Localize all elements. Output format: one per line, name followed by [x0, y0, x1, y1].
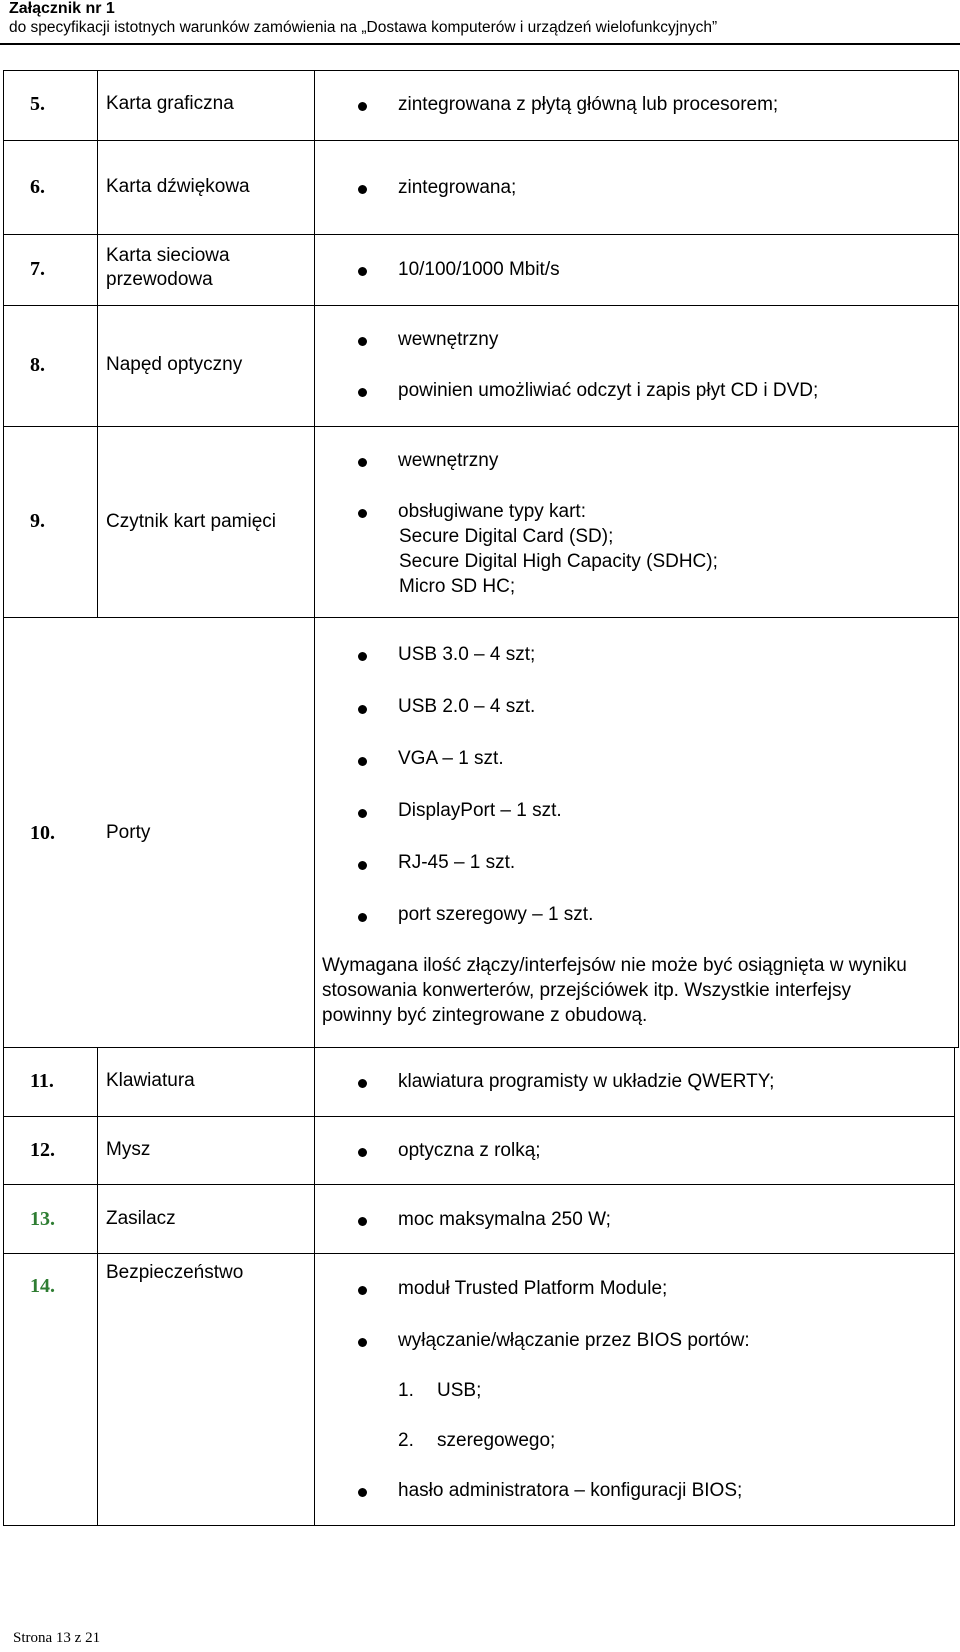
row-number: 8.: [30, 354, 45, 376]
row-number: 5.: [30, 93, 45, 115]
row-item: wyłączanie/włączanie przez BIOS portów:: [398, 1330, 750, 1351]
table-rule: [3, 1184, 955, 1185]
page-footer: Strona 13 z 21: [13, 1630, 101, 1646]
row-name: Porty: [106, 822, 151, 843]
bullet-icon: [358, 1488, 367, 1497]
row-name: Karta sieciowa przewodowa: [106, 245, 230, 290]
table-rule: [97, 1047, 98, 1526]
table-rule: [97, 70, 98, 617]
row-name: Klawiatura: [106, 1070, 195, 1091]
table-rule: [958, 70, 959, 1047]
bullet-icon: [358, 1338, 367, 1347]
bullet-icon: [358, 705, 367, 714]
row-item: powinien umożliwiać odczyt i zapis płyt CD i DVD;: [398, 380, 819, 401]
table-rule: [314, 70, 315, 1526]
row-number: 7.: [30, 258, 45, 280]
card-type: Micro SD HC;: [399, 576, 516, 597]
bullet-icon: [358, 1079, 367, 1088]
card-type: Secure Digital Card (SD);: [399, 526, 614, 547]
bullet-icon: [358, 267, 367, 276]
table-rule: [3, 70, 4, 1526]
table-rule: [3, 1253, 955, 1254]
row-number: 9.: [30, 510, 45, 532]
row-item: moc maksymalna 250 W;: [398, 1209, 611, 1230]
row-item: zintegrowana z płytą główną lub procesorem;: [398, 94, 779, 115]
row-name: Mysz: [106, 1139, 151, 1160]
row-number: 12.: [30, 1139, 55, 1161]
bullet-icon: [358, 102, 367, 111]
table-rule: [3, 140, 959, 141]
table-rule: [3, 617, 959, 618]
table-rule: [954, 1047, 955, 1526]
bullet-icon: [358, 1148, 367, 1157]
row-item: wewnętrzny: [398, 329, 499, 350]
row-item: zintegrowana;: [398, 177, 517, 198]
row-item: klawiatura programisty w układzie QWERTY;: [398, 1071, 775, 1092]
row-name: Czytnik kart pamięci: [106, 511, 276, 532]
bullet-icon: [358, 509, 367, 518]
row-number: 14.: [30, 1275, 55, 1297]
card-type: Secure Digital High Capacity (SDHC);: [399, 551, 718, 572]
bullet-icon: [358, 458, 367, 467]
row-name: Karta dźwiękowa: [106, 176, 250, 197]
row-number: 11.: [30, 1070, 54, 1092]
row-item: DisplayPort – 1 szt.: [398, 800, 562, 821]
table-rule: [3, 1525, 955, 1526]
ordered-item: szeregowego;: [437, 1430, 556, 1451]
row-item: VGA – 1 szt.: [398, 748, 504, 769]
row-item: optyczna z rolką;: [398, 1140, 541, 1161]
row-name: Napęd optyczny: [106, 354, 243, 375]
table-rule: [3, 426, 959, 427]
row-name: Bezpieczeństwo: [106, 1262, 244, 1283]
bullet-icon: [358, 861, 367, 870]
row-item: USB 2.0 – 4 szt.: [398, 696, 536, 717]
page-subtitle: do specyfikacji istotnych warunków zamówienia na „Dostawa komputerów i urządzeń wielofunkcyjnych”: [9, 19, 718, 36]
row-number: 6.: [30, 176, 45, 198]
row-item: USB 3.0 – 4 szt;: [398, 644, 536, 665]
row-number: 13.: [30, 1208, 55, 1230]
row-item: wewnętrzny: [398, 450, 499, 471]
bullet-icon: [358, 1217, 367, 1226]
bullet-icon: [358, 652, 367, 661]
table-rule: [3, 1116, 955, 1117]
ports-note: Wymagana ilość złączy/interfejsów nie może być osiągnięta w wyniku stosowania konwerterów, przejściówek itp. Wszystkie interfejsy powinny być zintegrowane z obudową.: [322, 955, 907, 1026]
ordered-number: 2.: [398, 1430, 414, 1451]
page-title: Załącznik nr 1: [9, 0, 115, 17]
row-item: moduł Trusted Platform Module;: [398, 1278, 668, 1299]
bullet-icon: [358, 1286, 367, 1295]
table-rule: [3, 234, 959, 235]
row-item: 10/100/1000 Mbit/s: [398, 259, 560, 280]
row-name: Karta graficzna: [106, 93, 234, 114]
bullet-icon: [358, 337, 367, 346]
bullet-icon: [358, 913, 367, 922]
row-name: Zasilacz: [106, 1208, 176, 1229]
bullet-icon: [358, 388, 367, 397]
row-item: RJ-45 – 1 szt.: [398, 852, 516, 873]
row-item: obsługiwane typy kart:: [398, 501, 586, 522]
row-number: 10.: [30, 822, 55, 844]
table-rule: [3, 305, 959, 306]
bullet-icon: [358, 185, 367, 194]
row-item: port szeregowy – 1 szt.: [398, 904, 594, 925]
row-item: hasło administratora – konfiguracji BIOS;: [398, 1480, 743, 1501]
table-rule: [3, 1047, 959, 1048]
ordered-number: 1.: [398, 1380, 414, 1401]
bullet-icon: [358, 809, 367, 818]
ordered-item: USB;: [437, 1380, 482, 1401]
header-divider: [0, 43, 960, 45]
table-rule: [3, 70, 959, 71]
bullet-icon: [358, 757, 367, 766]
